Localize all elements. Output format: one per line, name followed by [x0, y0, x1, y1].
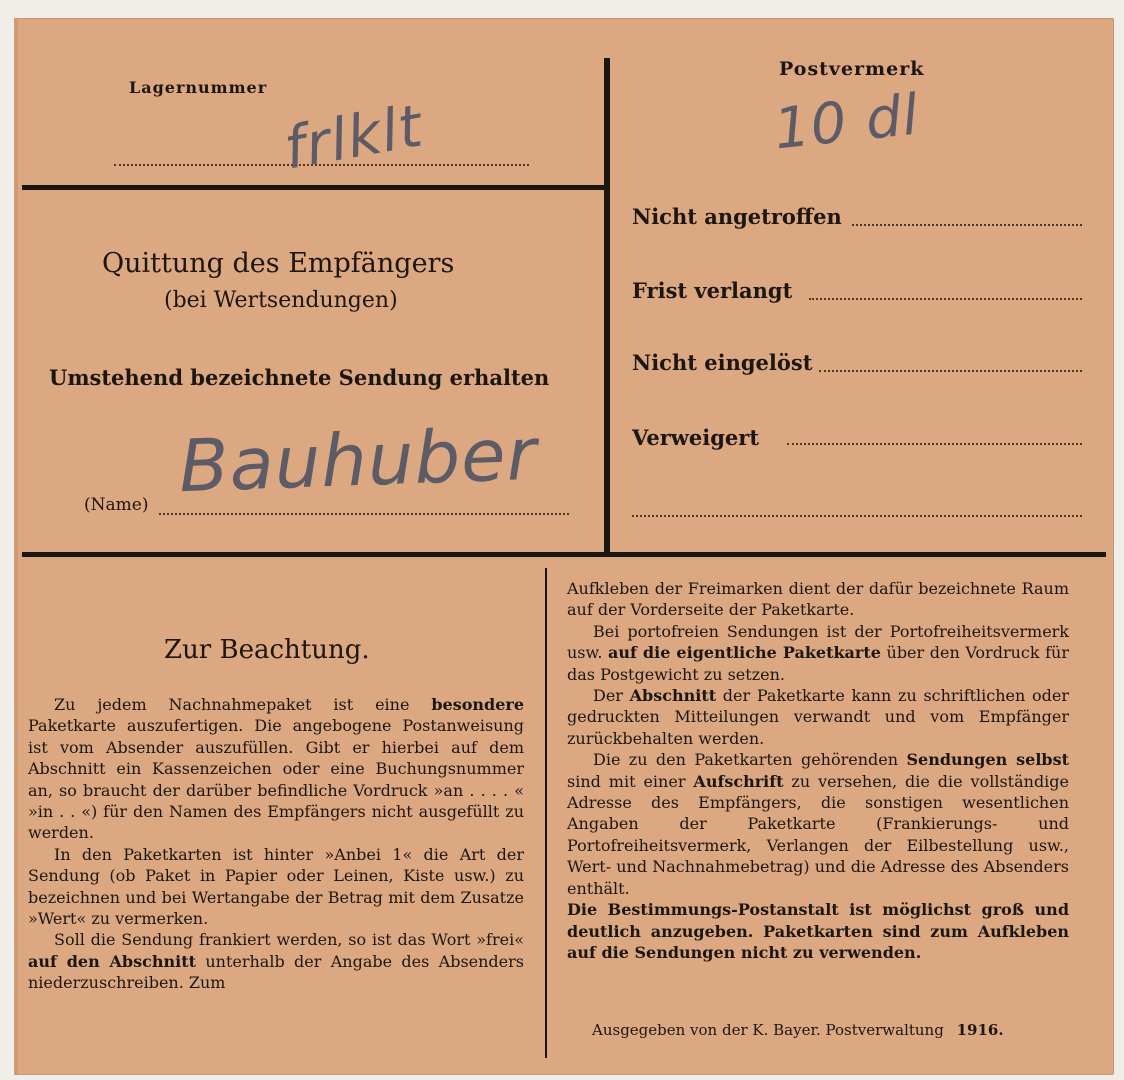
- divider-vertical-top: [604, 58, 610, 552]
- notice-right-paragraph-1: Aufkleben der Freimarken dient der dafür bezeichnete Raum auf der Vorderseite der Paketkarte.: [567, 579, 1069, 620]
- issue-year: 1916.: [956, 1021, 1004, 1039]
- issuer-footer: [592, 1021, 1004, 1039]
- text-segment: Paketkarte auszufertigen. Die angebogene Postanweisung ist vom Absender auszufüllen. Gibt er hierbei auf dem Abschnitt ein Kassenzeichen oder eine Buchungsnummer an, so braucht der darüber befindliche Vordruck »an . . . . « »in . . «) für den Namen des Empfängers nicht ausgefüllt zu werden.: [28, 716, 524, 843]
- divider-middle: [22, 552, 1106, 557]
- notice-left-paragraph-3: [28, 929, 524, 993]
- text-bold: Sendungen selbst: [906, 750, 1069, 770]
- text-bold: Die Bestimmungs-Postanstalt ist möglichst groß und deutlich anzugeben. Paketkarten sind zum Aufkleben auf die Sendungen nicht zu verwenden.: [567, 900, 1069, 962]
- receipt-title: Quittung des Empfängers: [102, 248, 455, 279]
- text-segment: zu versehen, die die vollständige Adresse des Empfängers, die sonstigen wesentlichen Angaben der Paketkarte (Frankierungs- und Portofreiheitsvermerk, Verlangen der Eilbestellung usw., Wert- und Nachnahmebetrag) und die Adresse des Absenders enthält.: [567, 771, 1070, 898]
- notice-right-paragraph-3: [567, 685, 1069, 749]
- divider-vertical-bottom: [545, 568, 547, 1058]
- text-bold: auf die eigentliche Paketkarte: [607, 643, 881, 663]
- parcel-card: [14, 18, 1114, 1075]
- text-segment: Soll die Sendung frankiert werden, so ist das Wort »frei«: [54, 930, 524, 950]
- text-segment: der Paketkarte kann zu schriftlichen oder gedruckten Mitteilungen verwandt und vom Empfänger zurückbehalten werden.: [567, 686, 1070, 748]
- note-refused-dots: [787, 443, 1082, 445]
- name-label: (Name): [84, 495, 149, 515]
- text-segment: Zu jedem Nachnahmepaket ist eine: [54, 695, 432, 714]
- issuer-text: Ausgegeben von der K. Bayer. Postverwaltung: [592, 1021, 944, 1039]
- card-edge: [14, 18, 18, 1075]
- notice-left-column: [28, 694, 524, 994]
- text-segment: Die zu den Paketkarten gehörenden: [593, 750, 907, 770]
- text-segment: Bei portofreien Sendungen ist der Portofreiheitsvermerk usw.: [567, 621, 1069, 663]
- divider-top-left: [22, 185, 606, 190]
- text-bold: besondere: [431, 695, 524, 714]
- storage-number-handwriting: frlklt: [279, 91, 428, 183]
- note-deadline-dots: [809, 298, 1082, 300]
- receipt-statement: Umstehend bezeichnete Sendung erhalten: [49, 365, 550, 390]
- notice-left-paragraph-2: In den Paketkarten ist hinter »Anbei 1« die Art der Sendung (ob Paket in Papier oder Leinen, Kiste usw.) zu bezeichnen und bei Wertangabe der Betrag mit dem Zusatze »Wert« zu vermerken.: [28, 844, 524, 929]
- text-segment: Der: [593, 686, 630, 706]
- note-not-found-dots: [852, 224, 1082, 226]
- post-remark-handwriting: 10 dl: [771, 82, 923, 163]
- text-segment: sind mit einer: [567, 771, 694, 791]
- recipient-signature: Bauhuber: [177, 411, 539, 509]
- note-refused: Verweigert: [632, 425, 760, 450]
- text-bold: Aufschrift: [693, 771, 784, 791]
- receipt-subtitle: (bei Wertsendungen): [164, 288, 398, 313]
- note-blank-dots: [632, 515, 1082, 517]
- name-dotted-line: [159, 513, 569, 515]
- note-not-found: Nicht angetroffen: [632, 204, 842, 229]
- note-not-redeemed-dots: [819, 370, 1082, 372]
- text-bold: auf den Abschnitt: [28, 951, 196, 971]
- storage-number-label: Lagernummer: [129, 78, 268, 97]
- notice-heading: Zur Beachtung.: [164, 635, 370, 665]
- text-bold: Abschnitt: [629, 686, 717, 706]
- notice-right-paragraph-5: [567, 899, 1069, 963]
- text-segment: über den Vordruck für das Postgewicht zu setzen.: [567, 643, 1070, 684]
- notice-right-paragraph-2: [567, 621, 1069, 685]
- notice-right-column: [567, 578, 1069, 963]
- post-remark-label: Postvermerk: [779, 58, 925, 80]
- text-segment: unterhalb der Angabe des Absenders niederzuschreiben. Zum: [28, 951, 525, 993]
- note-not-redeemed: Nicht eingelöst: [632, 350, 813, 375]
- notice-right-paragraph-4: [567, 749, 1069, 899]
- notice-left-paragraph-1: [28, 694, 524, 844]
- note-deadline: Frist verlangt: [632, 278, 793, 303]
